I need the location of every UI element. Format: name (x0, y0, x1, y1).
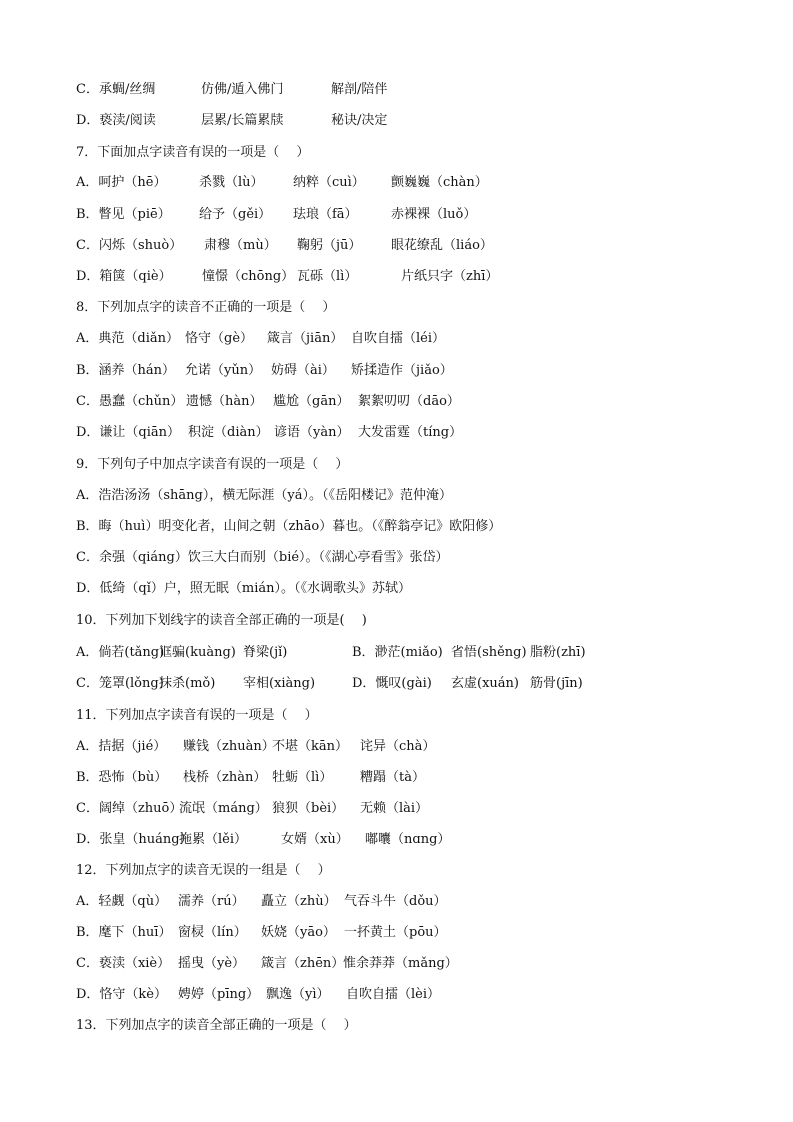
option-item: 牡蛎（lì） (272, 770, 333, 785)
question-text: 10．下列加下划线字的读音全部正确的一项是( ) (76, 613, 367, 628)
option-item: 濡养（rú） (178, 894, 245, 909)
option-item: A．典范（diǎn） (76, 331, 179, 346)
option-item: A．拮据（jié） (76, 739, 167, 754)
option-item: A．呵护（hē） (76, 175, 167, 190)
option-item: B．麾下（huī） (76, 925, 172, 940)
option-item: D．张皇（huáng） (76, 832, 193, 847)
option-item: 脂粉(zhī) (530, 645, 586, 660)
option-item: 自吹自擂（lèi） (346, 987, 441, 1002)
option-item: 诓骗(kuàng) (159, 645, 236, 660)
option-item: B．渺茫(miǎo) (352, 645, 443, 660)
option-item: 狼狈（bèi） (272, 801, 345, 816)
option-item: A．轻觑（qù） (76, 894, 168, 909)
option-item: 珐琅（fā） (293, 207, 358, 222)
option-item: 鞠躬（jū） (297, 238, 362, 253)
option-item: 诧异（chà） (360, 739, 436, 754)
option-item: 憧憬（chōng） (202, 269, 295, 284)
option-item: 省悟(shěng) (451, 645, 527, 660)
option-item: 窗棂（lín） (178, 925, 247, 940)
option-item: 矗立（zhù） (261, 894, 337, 909)
option-item: 絮絮叨叨（dāo） (358, 394, 460, 409)
option-item: 肃穆（mù） (204, 238, 277, 253)
option-item: 解剖/陪伴 (331, 82, 388, 97)
option-item: 宰相(xiàng) (243, 676, 316, 691)
option-item: 仿佛/遁入佛门 (201, 82, 284, 97)
option-item: B．涵养（hán） (76, 363, 176, 378)
option-item: 自吹自擂（léi） (351, 331, 446, 346)
option-item: B．恐怖（bù） (76, 770, 168, 785)
option-item: C．亵渎（xiè） (76, 956, 171, 971)
question-text: 12．下列加点字的读音无误的一组是（ ） (76, 863, 331, 878)
question-text: 7．下面加点字读音有误的一项是（ ） (76, 145, 310, 160)
question-text: 13．下列加点字的读音全部正确的一项是（ ） (76, 1018, 357, 1033)
option-item: A．倘若(tǎng) (76, 645, 165, 660)
option-item: 允诺（yǔn） (185, 363, 262, 378)
question-text: 9．下列句子中加点字读音有误的一项是（ ） (76, 457, 349, 472)
option-item: 眼花缭乱（liáo） (391, 238, 493, 253)
question-text: 8．下列加点字的读音不正确的一项是（ ） (76, 300, 336, 315)
question-text: 11．下列加点字读音有误的一项是（ ） (76, 708, 318, 723)
option-item: 层累/长篇累牍 (201, 113, 284, 128)
option-item: A．浩浩汤汤（shāng），横无际涯（yá）。（《岳阳楼记》范仲淹） (76, 488, 452, 503)
option-item: 气吞斗牛（dǒu） (344, 894, 447, 909)
option-item: 抹杀(mǒ) (159, 676, 216, 691)
option-item: 不堪（kān） (272, 739, 349, 754)
option-item: 恪守（gè） (185, 331, 254, 346)
option-item: 惟余莽莽（mǎng） (343, 956, 458, 971)
option-item: 一抔黄土（pōu） (344, 925, 447, 940)
option-item: 箴言（zhēn） (261, 956, 345, 971)
option-item: 无赖（lài） (360, 801, 429, 816)
option-item: 谚语（yàn） (274, 425, 350, 440)
option-item: 摇曳（yè） (178, 956, 246, 971)
option-item: 给予（gěi） (199, 207, 272, 222)
option-item: 筋骨(jīn) (530, 676, 583, 691)
option-item: 杀戮（lù） (199, 175, 264, 190)
option-item: C．阔绰（zhuō） (76, 801, 183, 816)
option-item: 嘟囔（nɑng） (365, 832, 451, 847)
option-item: C．余强（qiáng）饮三大白而别（bié）。（《湖心亭看雪》张岱） (76, 550, 449, 565)
option-item: 拖累（lěi） (179, 832, 248, 847)
option-item: 箴言（jiān） (267, 331, 344, 346)
option-item: 赚钱（zhuàn） (183, 739, 275, 754)
option-item: D．亵渎/阅读 (76, 113, 156, 128)
option-item: 脊梁(jǐ) (243, 645, 288, 660)
option-item: 流氓（máng） (179, 801, 268, 816)
option-item: D．慨叹(gài) (352, 676, 432, 691)
option-item: 尴尬（gān） (273, 394, 350, 409)
option-item: D．恪守（kè） (76, 987, 167, 1002)
option-item: 栈桥（zhàn） (183, 770, 267, 785)
option-item: 飘逸（yì） (266, 987, 330, 1002)
option-item: D．谦让（qiān） (76, 425, 181, 440)
option-item: 矫揉造作（jiǎo） (351, 363, 453, 378)
option-item: 片纸只字（zhī） (401, 269, 499, 284)
option-item: C．闪烁（shuò） (76, 238, 183, 253)
option-item: C．愚蠢（chǔn） (76, 394, 184, 409)
option-item: 女婿（xù） (281, 832, 349, 847)
option-item: C．承蜩/丝绸 (76, 82, 156, 97)
option-item: C．笼罩(lǒng) (76, 676, 164, 691)
option-item: 纳粹（cuì） (293, 175, 365, 190)
option-item: 糟蹋（tà） (360, 770, 425, 785)
option-item: 遗憾（hàn） (186, 394, 263, 409)
option-item: 大发雷霆（tíng） (358, 425, 463, 440)
option-item: D．箱箧（qiè） (76, 269, 172, 284)
option-item: 妨碍（ài） (271, 363, 335, 378)
option-item: B．瞥见（piē） (76, 207, 171, 222)
option-item: 玄虚(xuán) (451, 676, 519, 691)
option-item: B．晦（huì）明变化者，山间之朝（zhāo）暮也。（《醉翁亭记》欧阳修） (76, 519, 502, 534)
option-item: 瓦砾（lì） (297, 269, 358, 284)
option-item: 妖娆（yāo） (261, 925, 336, 940)
option-item: 娉婷（pīng） (178, 987, 260, 1002)
option-item: D．低绮（qǐ）户，照无眠（mián）。（《水调歌头》苏轼） (76, 581, 412, 596)
option-item: 积淀（diàn） (188, 425, 269, 440)
option-item: 颤巍巍（chàn） (391, 175, 488, 190)
option-item: 赤裸裸（luǒ） (391, 207, 477, 222)
option-item: 秘诀/决定 (331, 113, 388, 128)
